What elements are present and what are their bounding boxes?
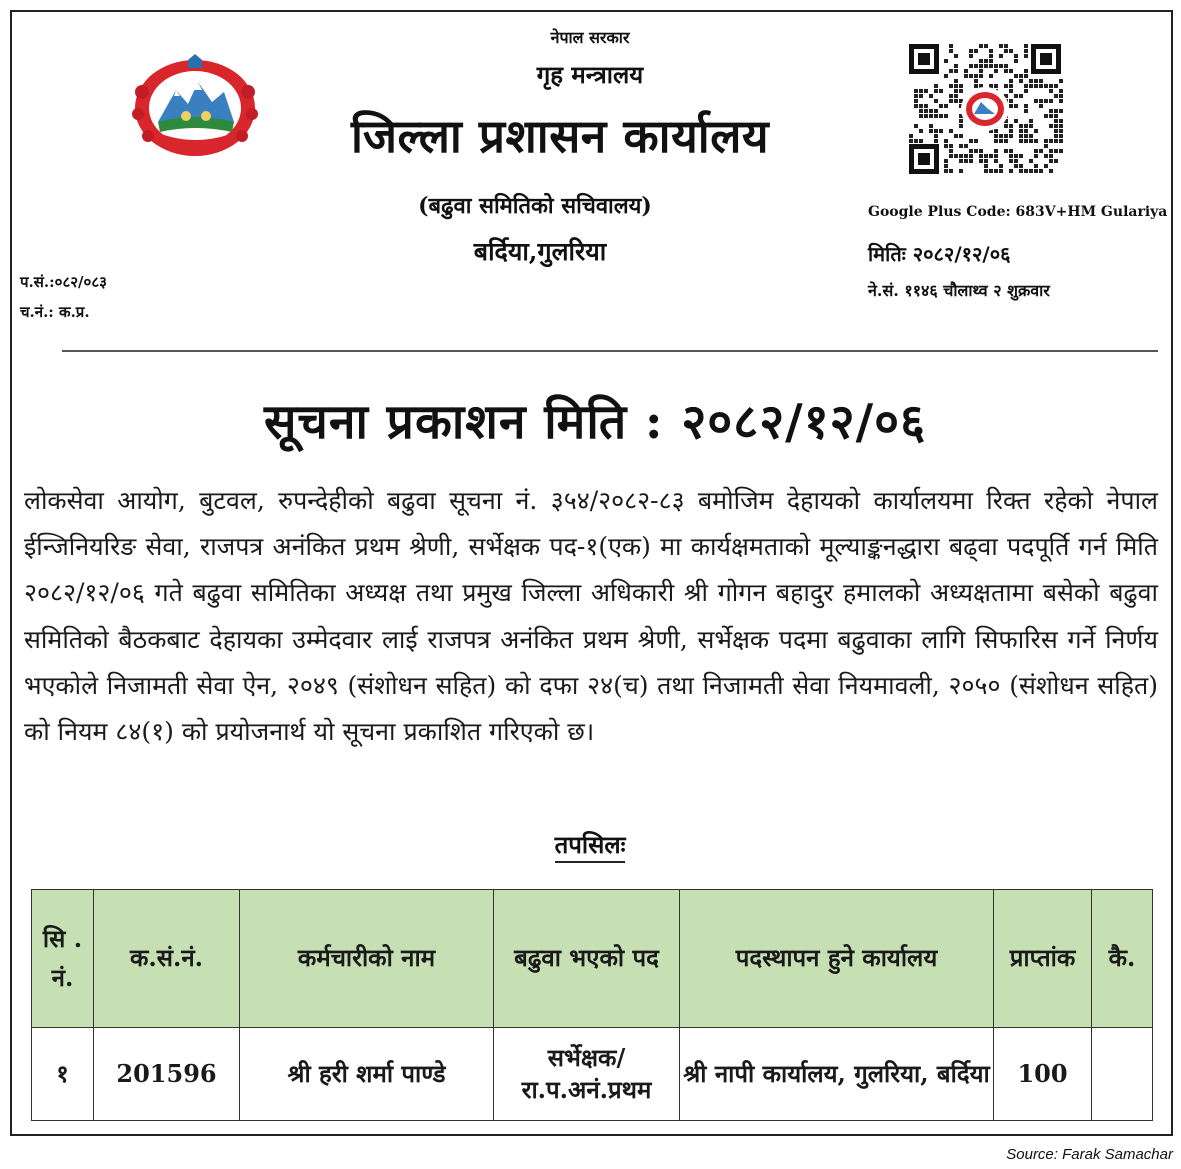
cell-posting-office: श्री नापी कार्यालय, गुलरिया, बर्दिया xyxy=(680,1028,994,1121)
header-score: प्राप्तांक xyxy=(994,890,1092,1028)
header-posting-office: पदस्थापन हुने कार्यालय xyxy=(680,890,994,1028)
ministry-name: गृह मन्त्रालय xyxy=(536,60,644,89)
office-location: बर्दिया,गुलरिया xyxy=(473,237,607,266)
schedule-label xyxy=(480,828,700,861)
secretariat-label: (बढुवा समितिको सचिवालय) xyxy=(418,193,652,219)
schedule-label-text: तपसिलः xyxy=(555,830,626,863)
source-credit: Source: Farak Samachar xyxy=(1006,1146,1173,1163)
cell-remarks xyxy=(1092,1028,1153,1121)
table-row xyxy=(32,1028,1153,1121)
table-header-row xyxy=(32,890,1153,1028)
promotion-table xyxy=(31,889,1153,1121)
cell-score: 100 xyxy=(994,1028,1092,1121)
reference-number: प.सं.:०८२/०८३ xyxy=(20,273,107,291)
dispatch-number: च.नं.: क.प्र. xyxy=(20,303,90,321)
issue-date: मितिः २०८२/१२/०६ xyxy=(868,242,1011,266)
government-label: नेपाल सरकार xyxy=(550,28,630,47)
cell-promoted-post: सर्भेक्षक/ रा.प.अनं.प्रथम xyxy=(494,1028,680,1121)
cell-serial: १ xyxy=(32,1028,94,1121)
qr-code-icon xyxy=(905,40,1065,178)
header-employee-name: कर्मचारीको नाम xyxy=(240,890,494,1028)
notice-headline: सूचना प्रकाशन मिति : २०८२/१२/०६ xyxy=(263,394,927,450)
nepal-government-emblem-icon xyxy=(128,52,263,162)
header-remarks: कै. xyxy=(1092,890,1153,1028)
header-divider xyxy=(62,350,1158,352)
cell-symbol-number: 201596 xyxy=(94,1028,240,1121)
header-promoted-post: बढुवा भएको पद xyxy=(494,890,680,1028)
office-title: जिल्ला प्रशासन कार्यालय xyxy=(350,109,770,163)
cell-employee-name: श्री हरी शर्मा पाण्डे xyxy=(240,1028,494,1121)
header-serial: सि . नं. xyxy=(32,890,94,1028)
nepal-sambat-date: ने.सं. ११४६ चौलाथ्व २ शुक्रवार xyxy=(868,281,1050,300)
notice-body: लोकसेवा आयोग, बुटवल, रुपन्देहीको बढुवा सूचना नं. ३५४/२०८२-८३ बमोजिम देहायको कार्यालयमा रिक्त रहेको नेपाल ईन्जिनियरिङ सेवा, राजपत्र अनंकित प्रथम श्रेणी, सर्भेक्षक पद-१(एक) मा कार्यक्षमताको मूल्याङ्कनद्धारा बढ्वा पदपूर्ति गर्न मिति २०८२/१२/०६ गते बढुवा समितिका अध्यक्ष तथा प्रमुख जिल्ला अधिकारी श्री गोगन बहादुर हमालको अध्यक्षतामा बसेको बढुवा समितिको बैठकबाट देहायका उम्मेदवार लाई राजपत्र अनंकित प्रथम श्रेणी, सर्भेक्षक पदमा बढुवाका लागि सिफारिस गर्ने निर्णय भएकोले निजामती सेवा ऐन, २०४९ (संशोधन सहित) को दफा २४(च) तथा निजामती सेवा नियमावली, २०५० (संशोधन सहित) को नियम ८४(१) को प्रयोजनार्थ यो सूचना प्रकाशित गरिएको छ। xyxy=(24,486,1158,747)
header-symbol-number: क.सं.नं. xyxy=(94,890,240,1028)
plus-code: Google Plus Code: 683V+HM Gulariya xyxy=(868,204,1168,220)
